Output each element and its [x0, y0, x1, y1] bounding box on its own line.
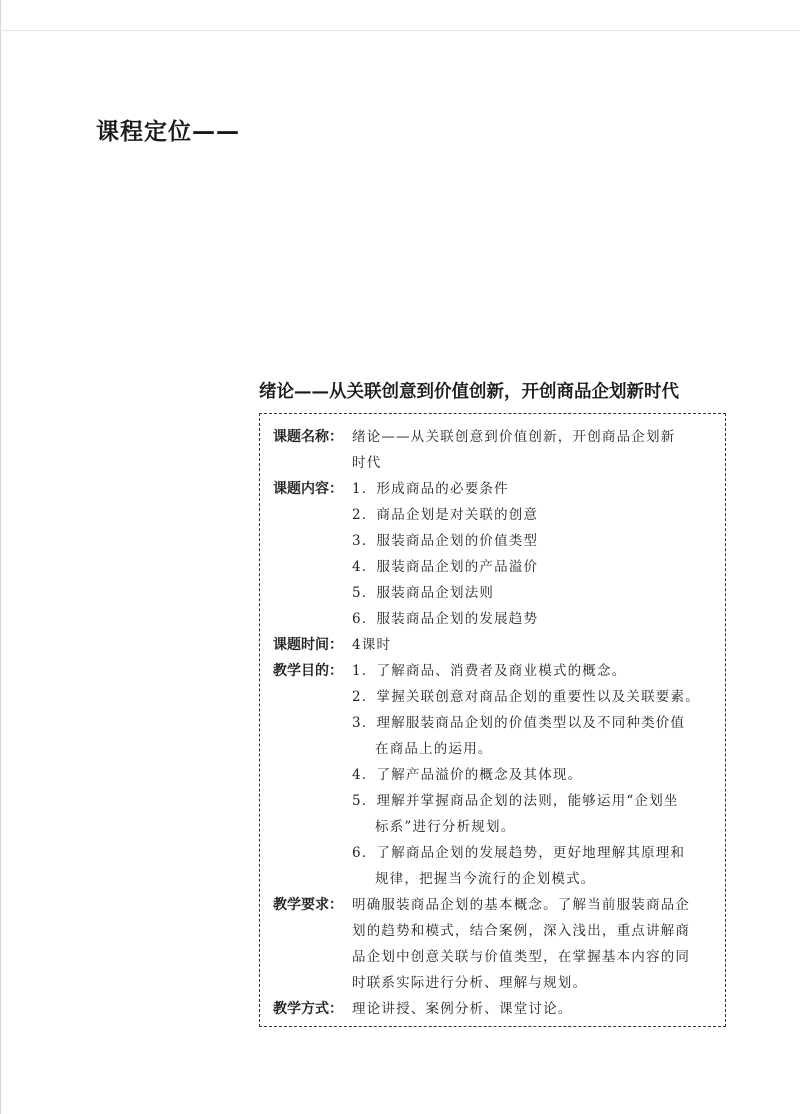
- page-heading: 课程定位——: [96, 119, 240, 145]
- field-name-value: [352, 424, 722, 476]
- field-content-list: [352, 476, 722, 632]
- field-method-value: [352, 996, 722, 1022]
- field-method-label: 教学方式：: [273, 1001, 343, 1017]
- field-content-label: 课题内容：: [273, 481, 343, 497]
- chapter-title: 绪论——从关联创意到价值创新，开创商品企划新时代: [259, 382, 679, 402]
- goal-item: 4．了解产品溢价的概念及其体现。: [352, 767, 583, 783]
- content-item: 3．服装商品企划的价值类型: [352, 533, 539, 549]
- requirements-line: 品企划中创意关联与价值类型，在掌握基本内容的同: [352, 949, 691, 965]
- page-edge: [0, 0, 1, 1114]
- goal-item: 1．了解商品、消费者及商业模式的概念。: [352, 663, 627, 679]
- field-name-line: 绪论——从关联创意到价值创新，开创商品企划新: [352, 429, 676, 445]
- requirements-line: 明确服装商品企划的基本概念。了解当前服装商品企: [352, 897, 691, 913]
- content-item: 2．商品企划是对关联的创意: [352, 507, 539, 523]
- field-time-label: 课题时间：: [273, 637, 343, 653]
- requirements-line: 划的趋势和模式，结合案例，深入浅出，重点讲解商: [352, 923, 691, 939]
- content-item: 4．服装商品企划的产品溢价: [352, 559, 539, 575]
- goal-item: 5．理解并掌握商品企划的法则，能够运用“企划坐: [352, 793, 679, 809]
- goal-item-continued: 标系”进行分析规划。: [375, 819, 516, 835]
- goal-item: 3．理解服装商品企划的价值类型以及不同种类价值: [352, 715, 686, 731]
- field-method-text: 理论讲授、案例分析、课堂讨论。: [352, 1001, 573, 1017]
- field-goals-list: [352, 658, 722, 892]
- field-requirements-text: [352, 892, 722, 996]
- goal-item: 2．掌握关联创意对商品企划的重要性以及关联要素。: [352, 689, 700, 705]
- top-rule: [0, 30, 800, 31]
- goal-item-continued: 在商品上的运用。: [375, 741, 493, 757]
- field-time-text: 4课时: [352, 637, 392, 653]
- field-time-value: [352, 632, 722, 658]
- content-item: 5．服装商品企划法则: [352, 585, 495, 601]
- content-item: 6．服装商品企划的发展趋势: [352, 611, 539, 627]
- field-name-line: 时代: [352, 455, 382, 471]
- goal-item-continued: 规律，把握当今流行的企划模式。: [375, 871, 596, 887]
- field-goals-label: 教学目的：: [273, 663, 343, 679]
- goal-item: 6．了解商品企划的发展趋势，更好地理解其原理和: [352, 845, 686, 861]
- requirements-line: 时联系实际进行分析、理解与规划。: [352, 975, 588, 991]
- content-item: 1．形成商品的必要条件: [352, 481, 509, 497]
- field-requirements-label: 教学要求：: [273, 897, 343, 913]
- field-name-label: 课题名称：: [273, 429, 343, 445]
